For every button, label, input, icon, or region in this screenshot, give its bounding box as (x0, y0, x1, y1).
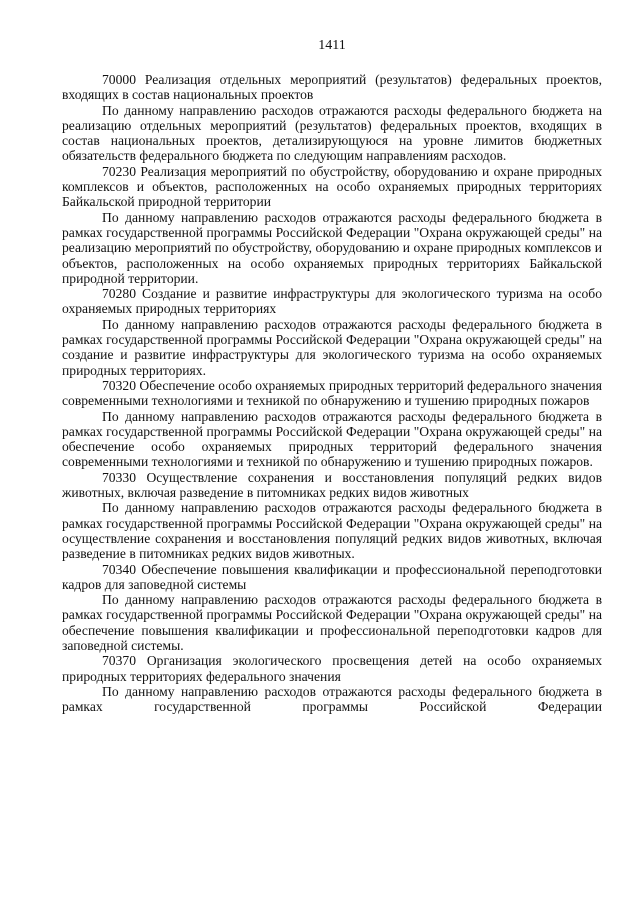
paragraph-70000: По данному направлению расходов отражаются расходы федерального бюджета на реализацию отдельных мероприятий (результатов) федеральных проектов, входящих в состав национальных проектов, детализирующуюся на уровне лимитов бюджетных обязательств федерального бюджета по следующим направлениям расходов. (62, 102, 602, 164)
document-body (62, 72, 602, 714)
section-heading-70370: 70370 Организация экологического просвещения детей на особо охраняемых природных территориях федерального значения (62, 653, 602, 684)
section-heading-70000: 70000 Реализация отдельных мероприятий (результатов) федеральных проектов, входящих в состав национальных проектов (62, 72, 602, 103)
section-heading-70330: 70330 Осуществление сохранения и восстановления популяций редких видов животных, включая разведение в питомниках редких видов животных (62, 469, 602, 501)
section-heading-70320: 70320 Обеспечение особо охраняемых природных территорий федерального значения современными технологиями и техникой по обнаружению и тушению природных пожаров (62, 377, 602, 409)
section-heading-70340: 70340 Обеспечение повышения квалификации и профессиональной переподготовки кадров для заповедной системы (62, 561, 602, 592)
section-heading-70230: 70230 Реализация мероприятий по обустройству, оборудованию и охране природных комплексов и объектов, расположенных на особо охраняемых природных территориях Байкальской природной территории (62, 163, 602, 210)
paragraph-70340: По данному направлению расходов отражаются расходы федерального бюджета в рамках государственной программы Российской Федерации "Охрана окружающей среды" на обеспечение повышения квалификации и профессиональной переподготовки кадров для заповедной системы. (62, 592, 602, 653)
paragraph-70230: По данному направлению расходов отражаются расходы федерального бюджета в рамках государственной программы Российской Федерации "Охрана окружающей среды" на реализацию мероприятий по обустройству, оборудованию и охране природных комплексов и объектов, расположенных на особо охраняемых природных территориях Байкальской природной территории. (62, 209, 602, 286)
section-heading-70280: 70280 Создание и развитие инфраструктуры для экологического туризма на особо охраняемых природных территориях (62, 286, 602, 317)
paragraph-70280: По данному направлению расходов отражаются расходы федерального бюджета в рамках государственной программы Российской Федерации "Охрана окружающей среды" на создание и развитие инфраструктуры для экологического туризма на особо охраняемых природных территориях. (62, 316, 602, 378)
paragraph-70330: По данному направлению расходов отражаются расходы федерального бюджета в рамках государственной программы Российской Федерации "Охрана окружающей среды" на осуществление сохранения и восстановления популяций редких видов животных, включая разведение в питомниках редких видов животных. (62, 500, 602, 562)
paragraph-70370: По данному направлению расходов отражаются расходы федерального бюджета в рамках государственной программы Российской Федерации (62, 683, 602, 715)
page-number: 1411 (318, 38, 346, 53)
paragraph-70320: По данному направлению расходов отражаются расходы федерального бюджета в рамках государственной программы Российской Федерации "Охрана окружающей среды" на обеспечение особо охраняемых природных территорий федерального значения современными технологиями и техникой по обнаружению и тушению природных пожаров. (62, 408, 602, 470)
